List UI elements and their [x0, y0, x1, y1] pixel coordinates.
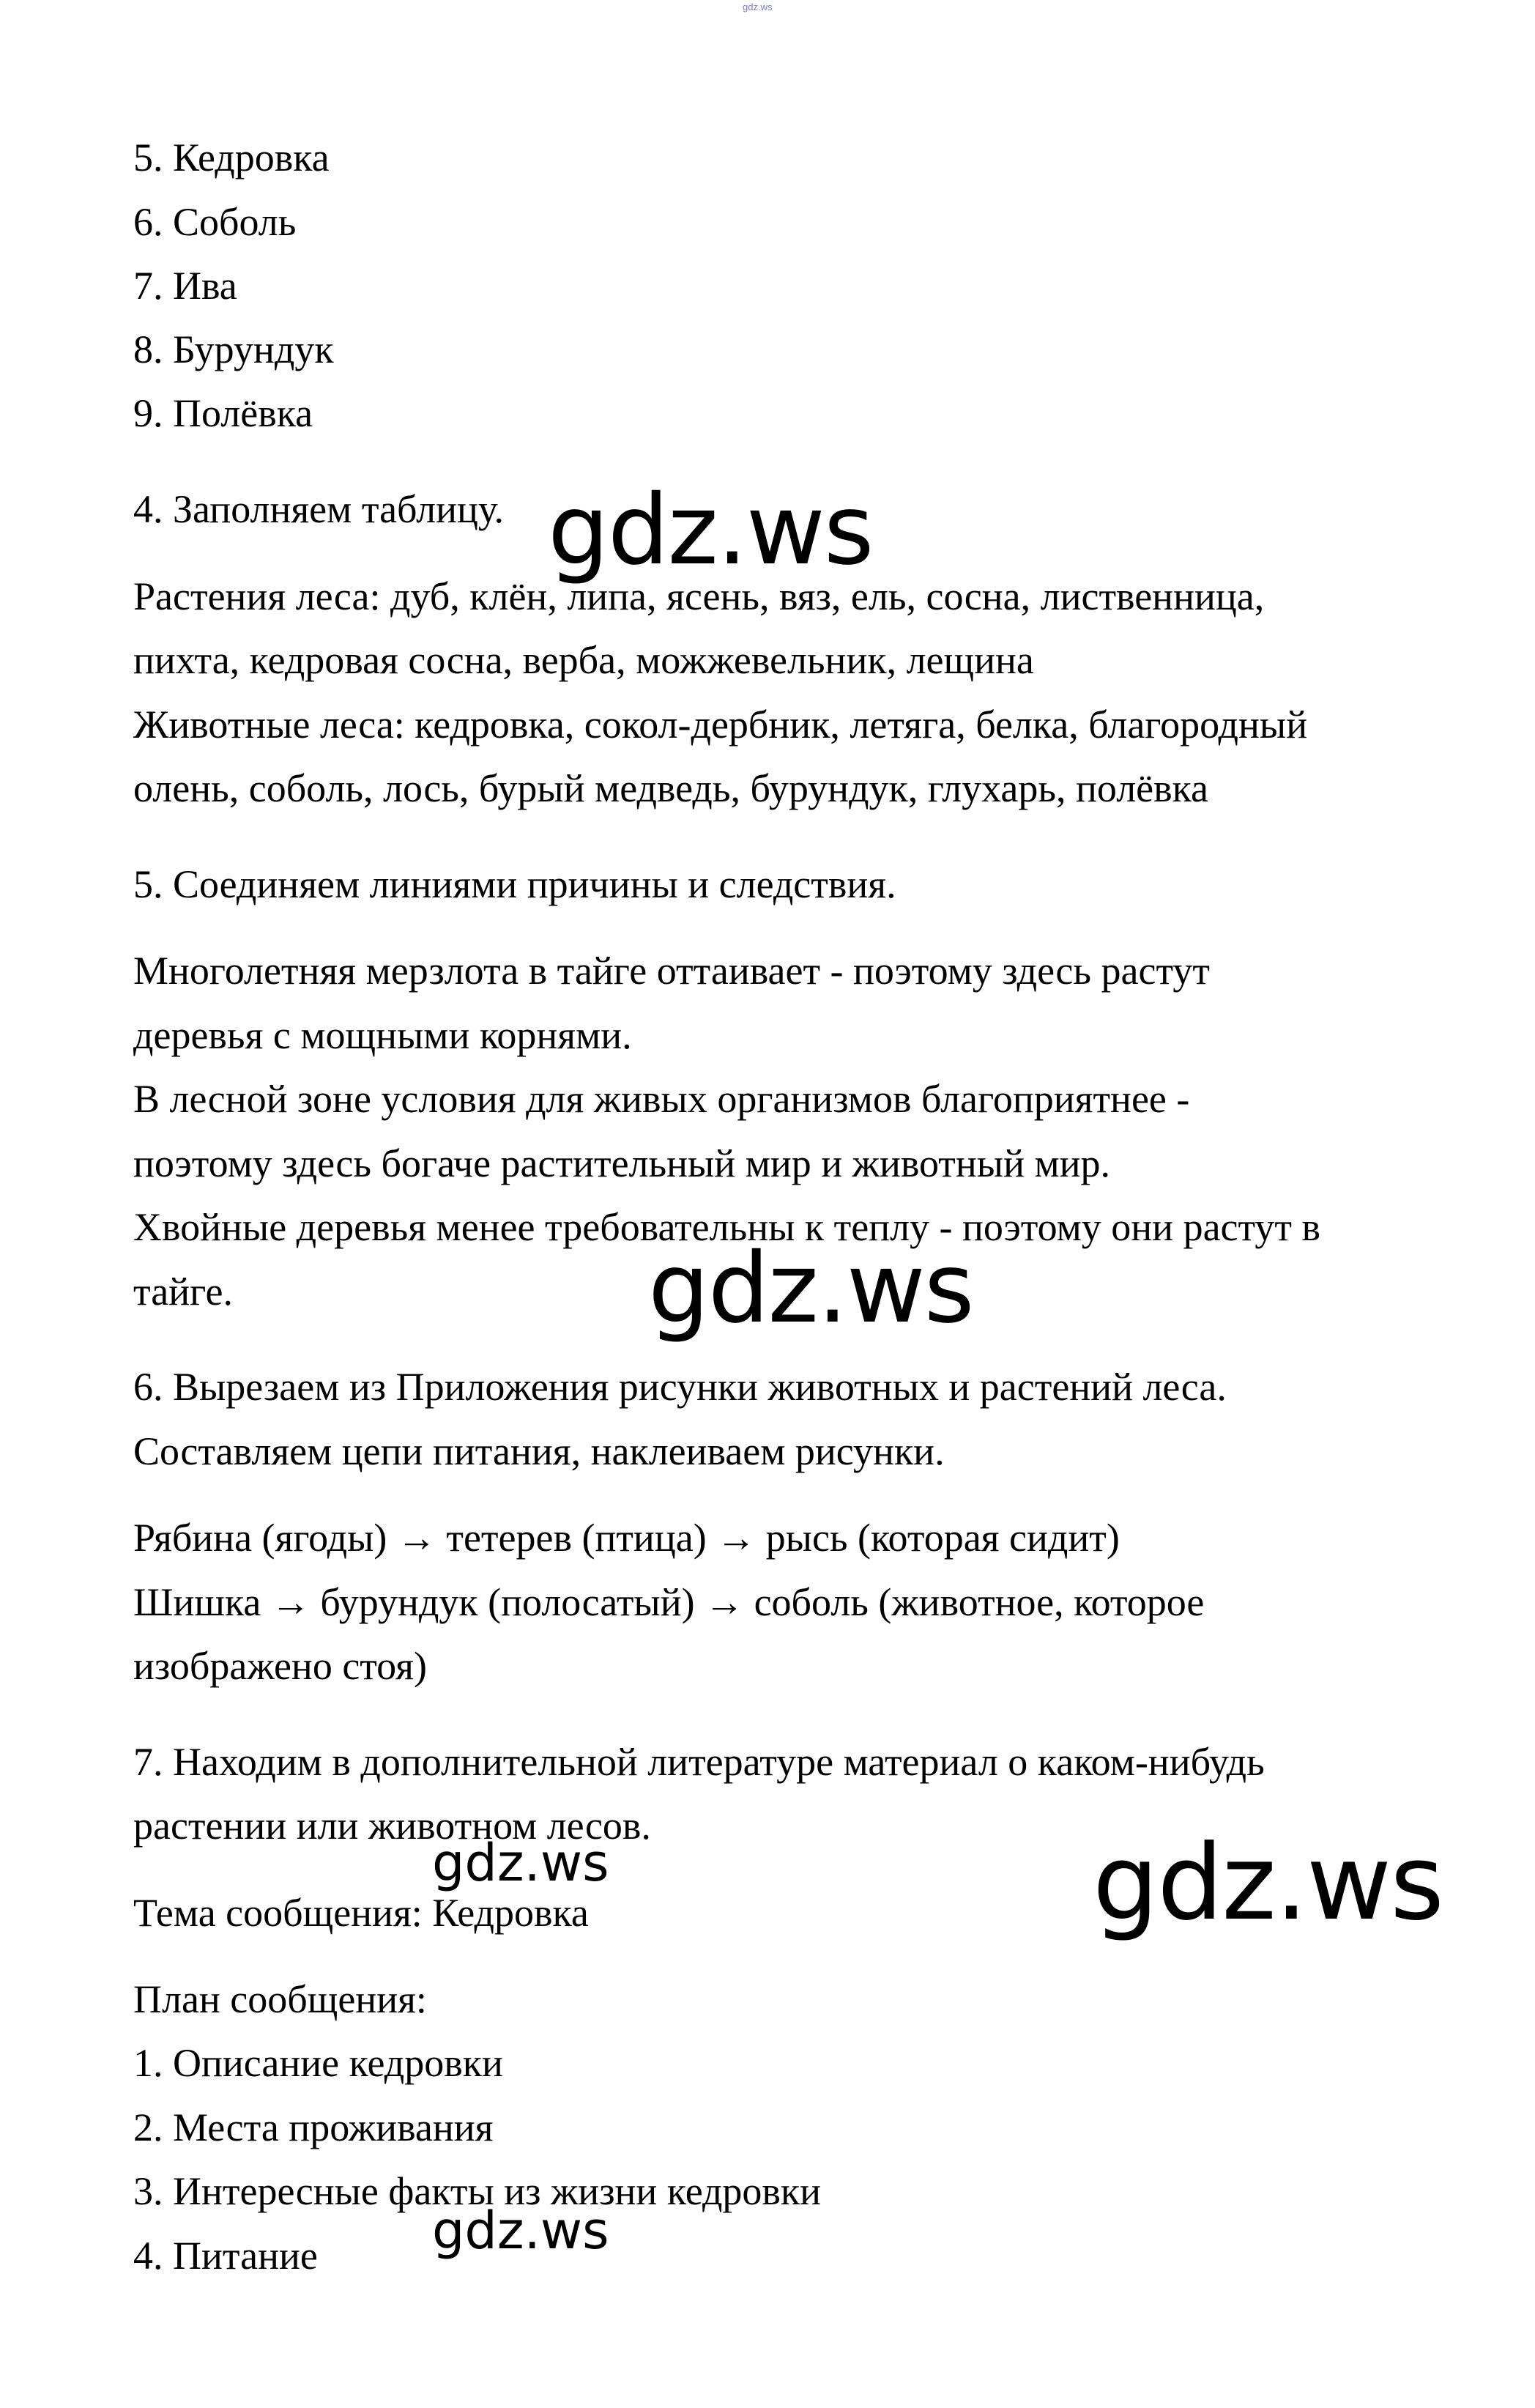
- food-chain-line: изображено стоя): [133, 1644, 427, 1688]
- task5-heading: 5. Соединяем линиями причины и следствия.: [133, 862, 896, 906]
- site-mark: gdz.ws: [743, 1, 773, 12]
- watermark: gdz.ws: [432, 2201, 609, 2261]
- plan-item: 1. Описание кедровки: [133, 2041, 503, 2085]
- plan-item: 4. Питание: [133, 2234, 318, 2278]
- task7-line: растении или животном лесов.: [133, 1804, 651, 1848]
- task6-line: Составляем цепи питания, наклеиваем рисунки.: [133, 1429, 945, 1473]
- task5-line: тайге.: [133, 1270, 234, 1314]
- list-item: 7. Ива: [133, 264, 237, 308]
- list-item: 6. Соболь: [133, 200, 297, 244]
- topic-line: Тема сообщения: Кедровка: [133, 1891, 589, 1935]
- task5-line: Хвойные деревья менее требовательны к теплу - поэтому они растут в: [133, 1205, 1321, 1249]
- watermark: gdz.ws: [432, 1833, 609, 1893]
- task5-line: поэтому здесь богаче растительный мир и животный мир.: [133, 1141, 1111, 1185]
- watermark: gdz.ws: [548, 474, 873, 587]
- task4-heading: 4. Заполняем таблицу.: [133, 487, 505, 531]
- plan-item: 3. Интересные факты из жизни кедровки: [133, 2169, 822, 2213]
- task6-line: 6. Вырезаем из Приложения рисунки животных и растений леса.: [133, 1365, 1227, 1409]
- task5-line: В лесной зоне условия для живых организмов благоприятнее -: [133, 1077, 1190, 1121]
- list-item: 8. Бурундук: [133, 327, 334, 371]
- task4-line: Животные леса: кедровка, сокол-дербник, летяга, белка, благородный: [133, 703, 1308, 747]
- plan-item: 2. Места проживания: [133, 2105, 494, 2149]
- food-chain-line: Рябина (ягоды) → тетерев (птица) → рысь (которая сидит): [133, 1516, 1120, 1560]
- plan-heading: План сообщения:: [133, 1977, 427, 2021]
- task4-line: олень, соболь, лось, бурый медведь, бурундук, глухарь, полёвка: [133, 766, 1208, 810]
- watermark: gdz.ws: [648, 1232, 973, 1345]
- task4-line: Растения леса: дуб, клён, липа, ясень, вяз, ель, сосна, лиственница,: [133, 574, 1265, 618]
- task5-line: Многолетняя мерзлота в тайге оттаивает - поэтому здесь растут: [133, 949, 1210, 993]
- list-item: 9. Полёвка: [133, 391, 313, 435]
- task5-line: деревья с мощными корнями.: [133, 1013, 632, 1057]
- food-chain-line: Шишка → бурундук (полосатый) → соболь (животное, которое: [133, 1580, 1205, 1624]
- watermark: gdz.ws: [1093, 1823, 1443, 1944]
- task4-line: пихта, кедровая сосна, верба, можжевельник, лещина: [133, 638, 1034, 682]
- list-item: 5. Кедровка: [133, 136, 330, 179]
- task7-line: 7. Находим в дополнительной литературе материал о каком-нибудь: [133, 1740, 1265, 1784]
